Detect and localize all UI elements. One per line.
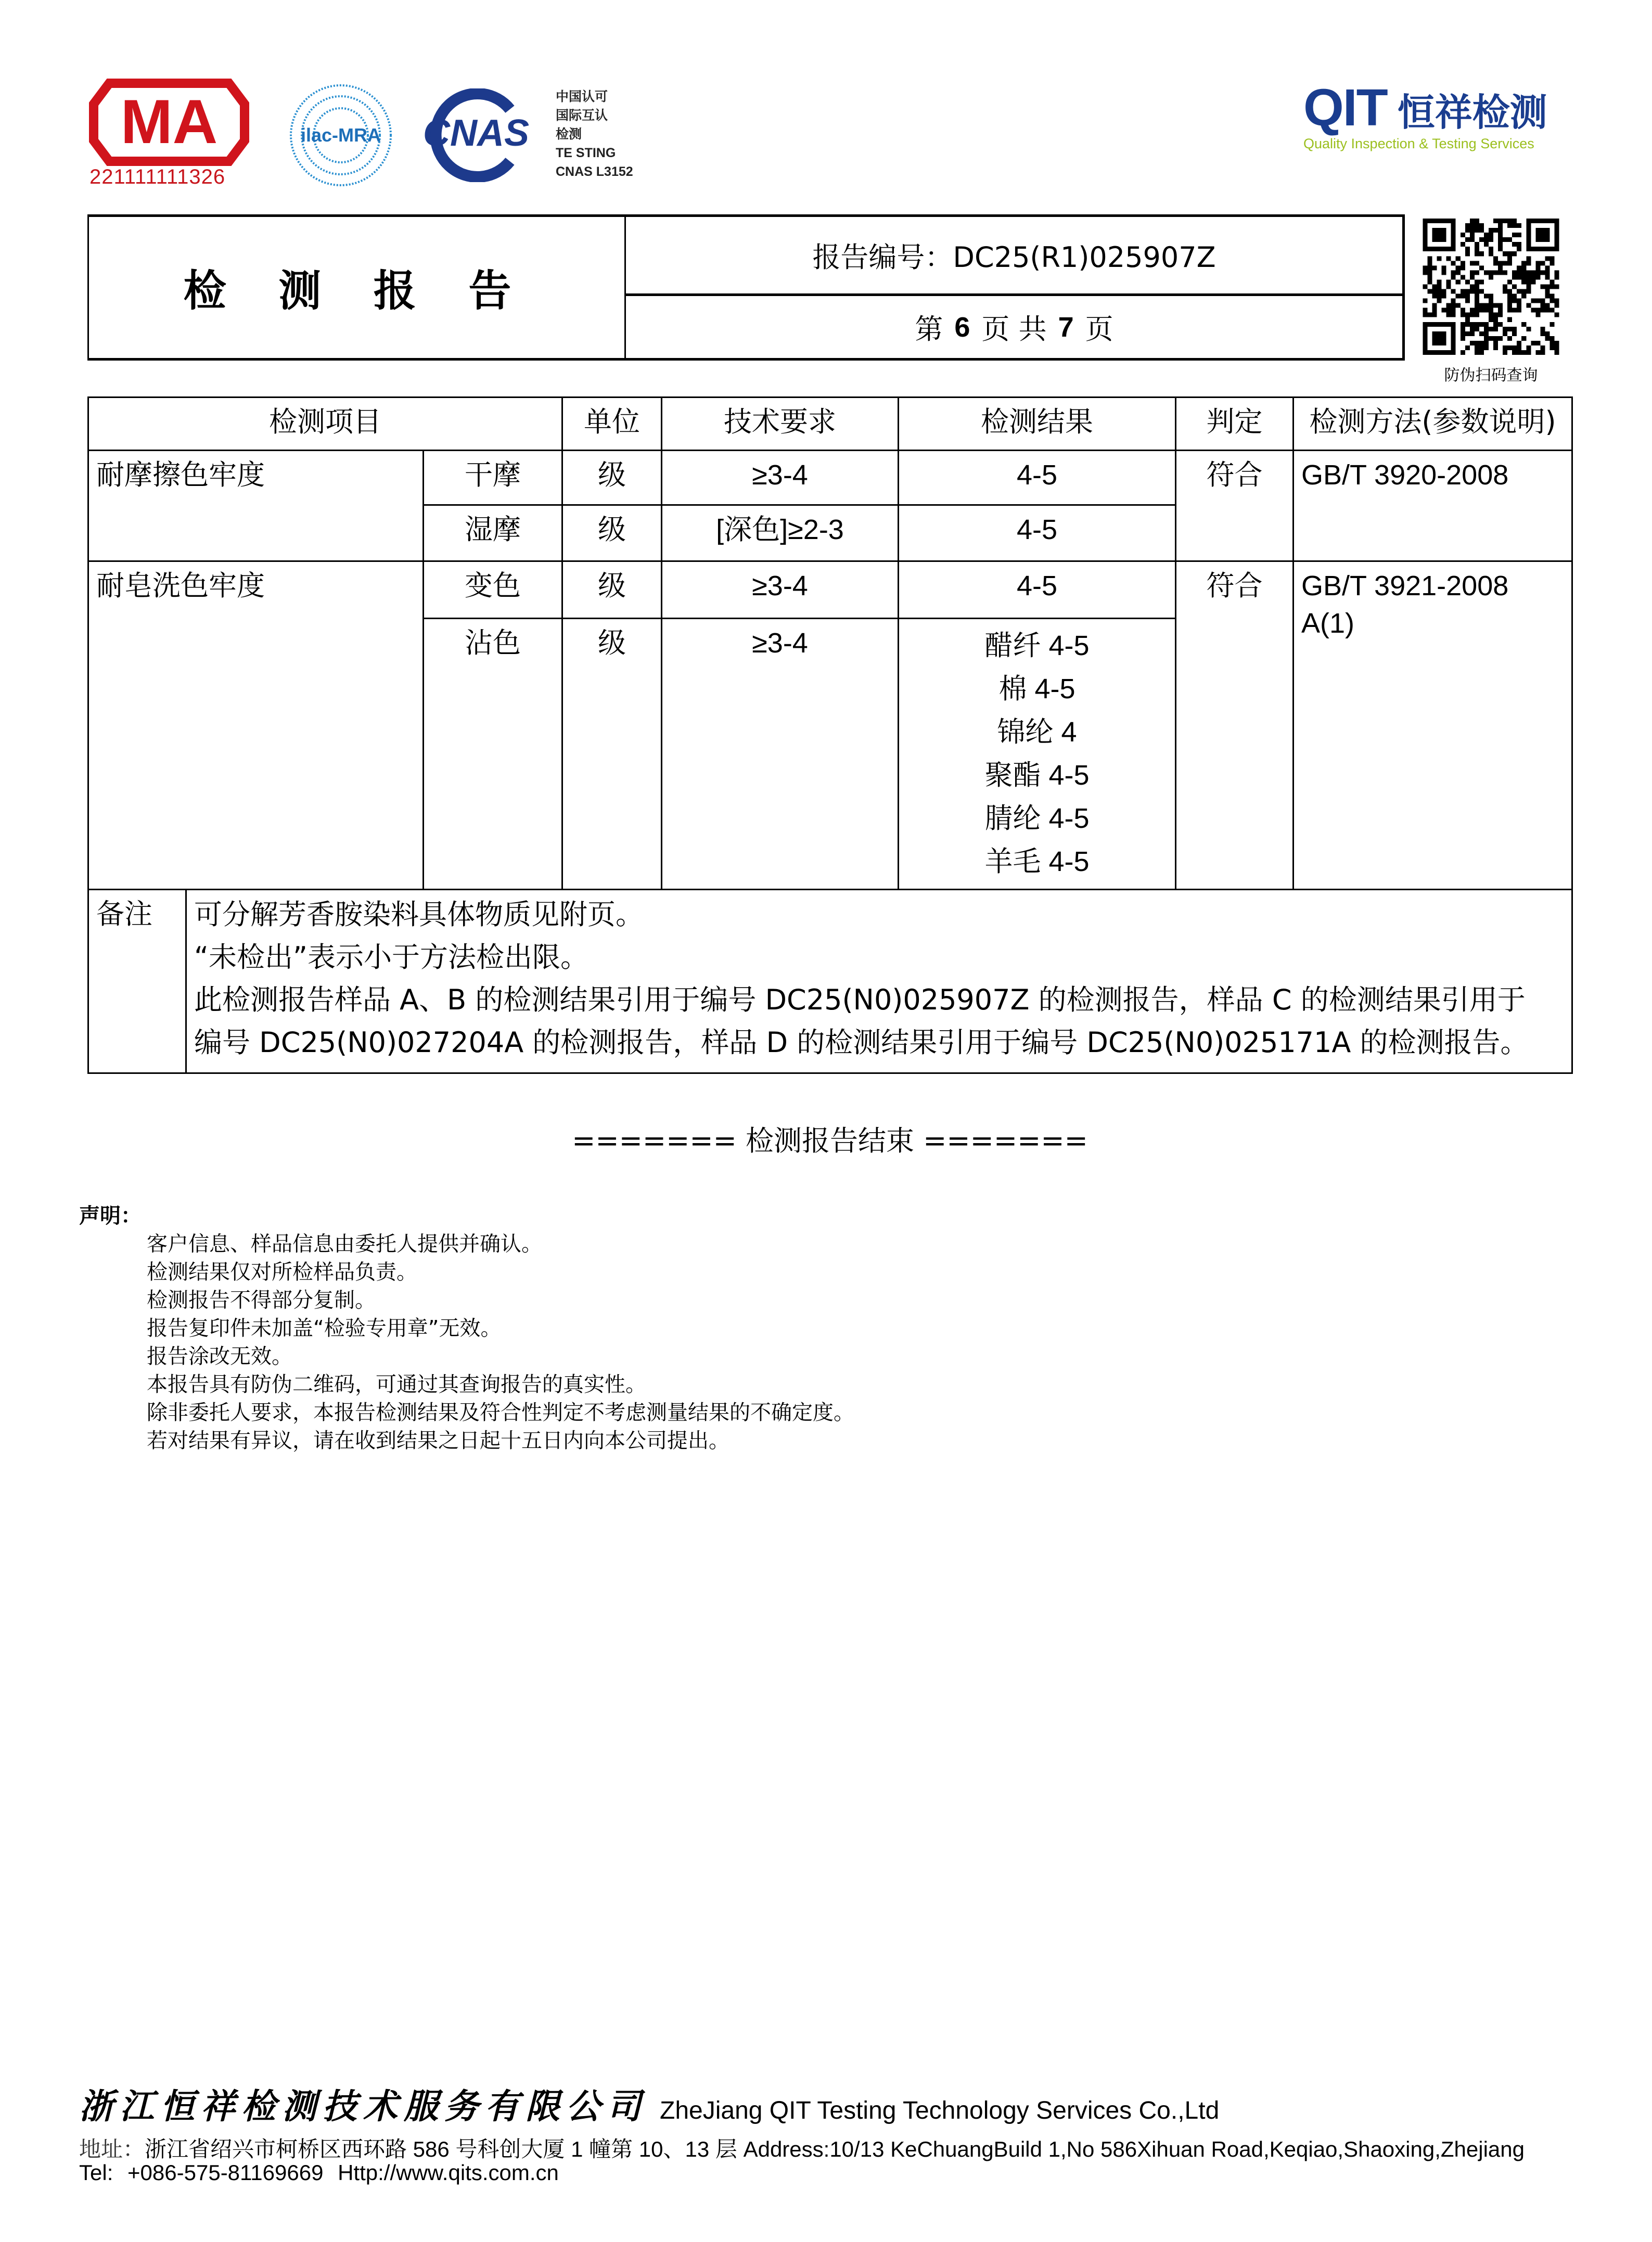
qr-caption: 防伪扫码查询 bbox=[1444, 366, 1538, 385]
footer-contact: Tel: +086-575-81169669 Http://www.qits.com.cn bbox=[79, 2160, 559, 2185]
remarks-row bbox=[88, 890, 1572, 1073]
unit: 级 bbox=[562, 561, 662, 619]
sub-item: 湿摩 bbox=[424, 505, 562, 561]
item-name: 耐皂洗色牢度 bbox=[88, 561, 424, 890]
report-number: 报告编号：DC25(R1)025907Z bbox=[626, 217, 1402, 296]
report-header bbox=[87, 214, 1405, 361]
footer-address: 地址：浙江省绍兴市柯桥区西环路 586 号科创大厦 1 幢第 10、13 层 Address:10/13 KeChuangBuild 1,No 586Xihuan Road,Keqiao,Shaoxing,Zhejiang bbox=[79, 2137, 1525, 2161]
table-row bbox=[88, 561, 1572, 619]
svg-text:ilac-MRA: ilac-MRA bbox=[300, 124, 381, 146]
remarks-text: 可分解芳香胺染料具体物质见附页。 “未检出”表示小于方法检出限。 此检测报告样品 A、B 的检测结果引用于编号 DC25(N0)025907Z 的检测报告，样品 C 的检测结果引用于 编号 DC25(N0)027204A 的检测报告，样品 D 的检测结果引用于编号 DC25(N0)025171A 的检测报告。 bbox=[194, 898, 1529, 1059]
requirement: ≥3-4 bbox=[662, 561, 899, 619]
sub-item: 沾色 bbox=[424, 619, 562, 890]
page-indicator: 第 6 页 共 7 页 bbox=[915, 311, 1113, 345]
results-table bbox=[87, 396, 1573, 1074]
col-header-requirement: 技术要求 bbox=[662, 398, 899, 451]
requirement: ≥3-4 bbox=[662, 619, 899, 890]
col-header-verdict: 判定 bbox=[1176, 398, 1294, 451]
footer-company: 浙江恒祥检测技术服务有限公司 ZheJiang QIT Testing Technology Services Co.,Ltd bbox=[79, 2086, 1220, 2126]
verdict: 符合 bbox=[1176, 561, 1294, 890]
unit: 级 bbox=[562, 505, 662, 561]
cma-number: 221111111326 bbox=[89, 165, 226, 188]
ilac-mra-logo bbox=[289, 83, 393, 187]
cnas-logo bbox=[416, 88, 536, 182]
table-header-row bbox=[88, 398, 1572, 451]
item-name: 耐摩擦色牢度 bbox=[88, 451, 424, 561]
col-header-method: 检测方法(参数说明) bbox=[1294, 398, 1572, 451]
svg-text:CNAS: CNAS bbox=[422, 112, 530, 154]
cnas-side-text: 中国认可 国际互认 检测 TE STING CNAS L3152 bbox=[556, 89, 633, 179]
result: 4-5 bbox=[899, 505, 1176, 561]
requirement: ≥3-4 bbox=[662, 451, 899, 505]
result: 4-5 bbox=[899, 561, 1176, 619]
report-title: 检 测 报 告 bbox=[89, 217, 626, 358]
col-header-item: 检测项目 bbox=[88, 398, 562, 451]
qr-code[interactable] bbox=[1422, 219, 1560, 355]
requirement: [深色]≥2-3 bbox=[662, 505, 899, 561]
remarks-label: 备注 bbox=[89, 890, 187, 1072]
verdict: 符合 bbox=[1176, 451, 1294, 561]
end-of-report-marker: ======= 检测报告结束 ======= bbox=[572, 1124, 1088, 1157]
unit: 级 bbox=[562, 619, 662, 890]
method: GB/T 3921-2008 A(1) bbox=[1294, 561, 1572, 890]
sub-item: 干摩 bbox=[424, 451, 562, 505]
declaration-title: 声明： bbox=[79, 1204, 142, 1228]
col-header-unit: 单位 bbox=[562, 398, 662, 451]
qit-logo: QIT 恒祥检测 Quality Inspection & Testing Services bbox=[1303, 79, 1547, 151]
svg-text:MA: MA bbox=[120, 87, 218, 157]
col-header-result: 检测结果 bbox=[899, 398, 1176, 451]
unit: 级 bbox=[562, 451, 662, 505]
result: 4-5 bbox=[899, 451, 1176, 505]
declaration: 声明： 客户信息、样品信息由委托人提供并确认。 检测结果仅对所检样品负责。 检测报告不得部分复制。 报告复印件未加盖“检验专用章”无效。 报告涂改无效。 本报告具有防伪二维码，可通过其查询报告的真实性。 除非委托人要求，本报告检测结果及符合性判定不考虑测量结果的不确定度。 若对结果有异议，请在收到结果之日起十五日内向本公司提出。 bbox=[79, 1202, 854, 1455]
sub-item: 变色 bbox=[424, 561, 562, 619]
table-row bbox=[88, 451, 1572, 505]
staining-results: 醋纤 4-5 棉 4-5 锦纶 4 聚酯 4-5 腈纶 4-5 羊毛 4-5 bbox=[899, 619, 1176, 890]
method: GB/T 3920-2008 bbox=[1294, 451, 1572, 561]
